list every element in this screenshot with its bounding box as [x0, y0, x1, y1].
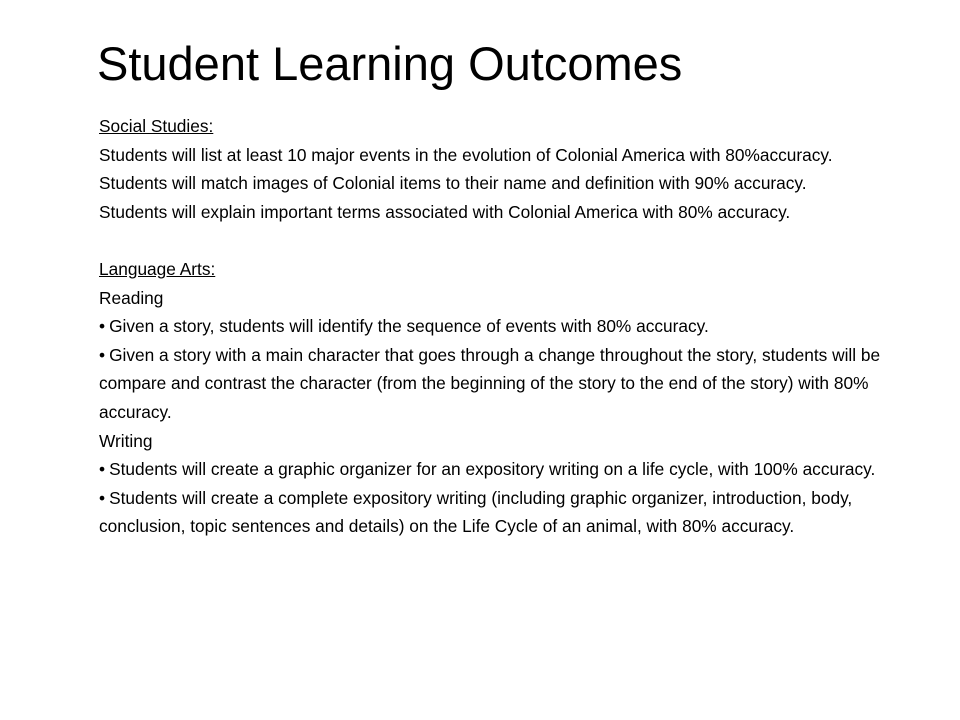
language-arts-heading: Language Arts: — [99, 258, 216, 279]
writing-label: Writing — [99, 430, 153, 451]
writing-bullet: • Students will create a graphic organizer for an expository writing on a life cycle, with 100% accuracy. — [99, 455, 889, 484]
social-studies-outcome: Students will match images of Colonial items to their name and definition with 90% accuracy. — [99, 173, 807, 194]
social-studies-outcome: Students will explain important terms associated with Colonial America with 80% accuracy. — [99, 201, 791, 222]
reading-bullet: • Given a story with a main character that goes through a change throughout the story, students will be compare and contrast the character (from the beginning of the story to the end of the story) with 80% accuracy. — [99, 341, 889, 427]
social-studies-outcome: Students will list at least 10 major events in the evolution of Colonial America with 80%accuracy. — [99, 144, 833, 165]
page-title: Student Learning Outcomes — [97, 37, 683, 90]
section-spacer — [99, 226, 889, 255]
social-studies-heading: Social Studies: — [99, 116, 214, 136]
slide-body — [99, 112, 889, 541]
reading-label: Reading — [99, 287, 164, 308]
reading-bullet: • Given a story, students will identify the sequence of events with 80% accuracy. — [99, 312, 889, 341]
writing-bullet: • Students will create a complete expository writing (including graphic organizer, introduction, body, conclusion, topic sentences and details) on the Life Cycle of an animal, with 80% accuracy. — [99, 484, 889, 541]
